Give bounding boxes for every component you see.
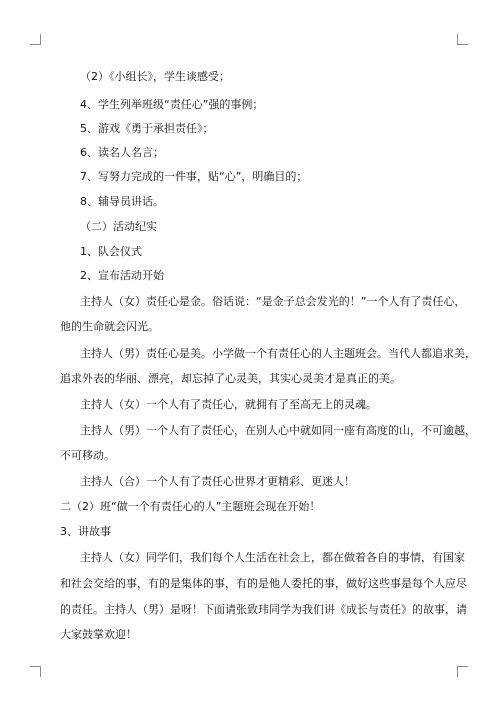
text-line: 1、队会仪式 <box>80 245 142 258</box>
text-line: 8、辅导员讲话。 <box>80 195 164 208</box>
text-line: 二（2）班“做一个有责任心的人”主题班会现在开始！ <box>60 500 321 513</box>
crop-mark-bottom-right <box>457 666 468 677</box>
text-line: 7、写努力完成的一件事，贴“心”，明确目的； <box>80 170 308 183</box>
text-line: 和社会交给的事，有的是集体的事，有的是他人委托的事，做好这些事是每个人应尽 <box>60 577 467 590</box>
text-line: 6、读名人名言； <box>80 146 164 159</box>
text-line: 主持人（女）责任心是金。俗话说：“是金子总会发光的！”一个人有了责任心， <box>80 295 466 308</box>
text-line: 大家鼓掌欢迎！ <box>60 628 137 641</box>
text-line: 追求外表的华丽、漂亮，却忘掉了心灵美，其实心灵美才是真正的美。 <box>60 372 401 385</box>
section-heading: （二）活动纪实 <box>80 220 157 233</box>
text-line: 5、游戏《勇于承担责任》； <box>80 122 214 135</box>
text-line: 3、讲故事 <box>60 525 111 538</box>
crop-mark-top-left <box>30 34 41 45</box>
text-line: 主持人（女）同学们，我们每个人生活在社会上，都在做着各自的事情，有国家 <box>80 551 465 564</box>
text-line: 主持人（男）责任心是美。小学做一个有责任心的人主题班会。当代人都追求美， <box>80 347 476 360</box>
crop-mark-top-right <box>457 34 468 45</box>
text-line: 不可移动。 <box>60 449 115 462</box>
crop-mark-bottom-left <box>30 666 41 677</box>
text-line: 他的生命就会闪光。 <box>60 320 159 333</box>
text-line: 的责任。主持人（男）是呀！下面请张致玮同学为我们讲《成长与责任》的故事，请 <box>60 603 467 616</box>
text-line: 主持人（合）一个人有了责任心世界才更精彩、更迷人！ <box>80 475 355 488</box>
text-line: 4、学生列举班级“责任心”强的事例； <box>80 98 264 111</box>
text-line: （2）《小组长》，学生谈感受； <box>80 70 230 83</box>
text-line: 主持人（女）一个人有了责任心，就拥有了至高无上的灵魂。 <box>80 398 377 411</box>
text-line: 主持人（男）一个人有了责任心，在别人心中就如同一座有高度的山，不可逾越， <box>80 424 476 437</box>
text-line: 2、宣布活动开始 <box>80 269 164 282</box>
